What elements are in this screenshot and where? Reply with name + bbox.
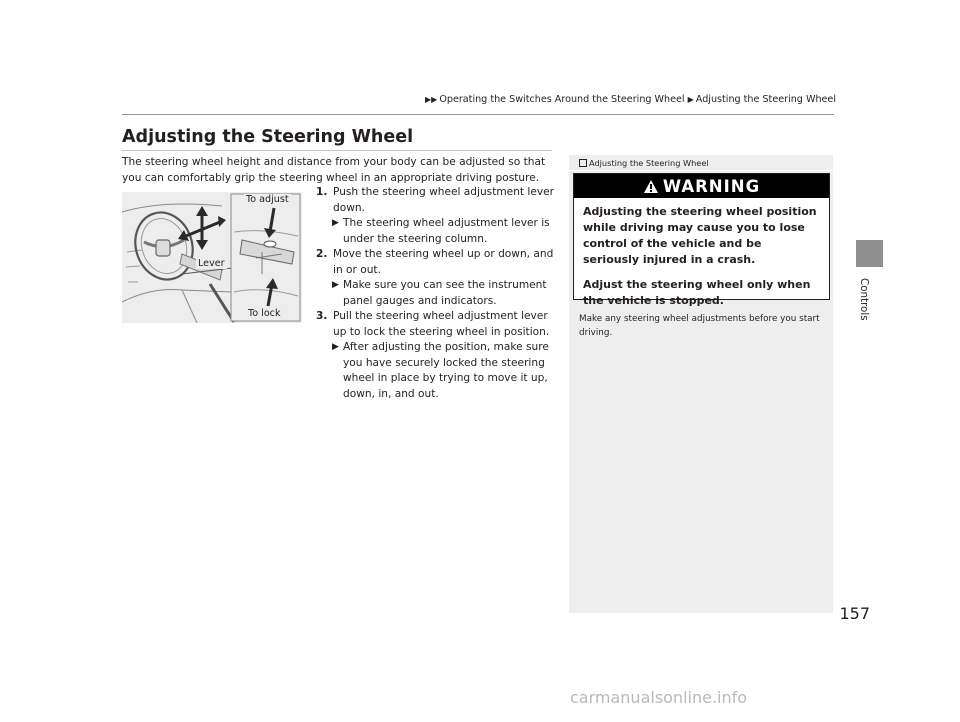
- sidebar-heading-bar: [569, 155, 833, 171]
- step-number: 2.: [316, 248, 328, 260]
- step-text: Push the steering wheel adjustment lever down.: [333, 186, 555, 214]
- step-number: 1.: [316, 186, 328, 198]
- breadcrumb-current: Adjusting the Steering Wheel: [695, 94, 836, 105]
- warning-title: WARNING: [662, 176, 761, 196]
- sidebar-heading: [579, 158, 709, 168]
- step-2-substep: [316, 278, 556, 309]
- breadcrumb-section: Operating the Switches Around the Steering Wheel: [439, 94, 685, 105]
- warning-text-2: Adjust the steering wheel only when the vehicle is stopped.: [583, 278, 811, 307]
- sidebar-note: Make any steering wheel adjustments before you start driving.: [579, 314, 820, 338]
- section-tab-marker: [856, 240, 883, 267]
- to-adjust-label: To adjust: [246, 194, 289, 205]
- reference-icon: [579, 159, 587, 167]
- section-tab-label: Controls: [858, 278, 870, 321]
- substep-text: Make sure you can see the instrument panel gauges and indicators.: [343, 279, 547, 307]
- to-lock-label: To lock: [248, 308, 281, 319]
- sidebar-heading-text: Adjusting the Steering Wheel: [589, 158, 709, 168]
- step-1: [316, 185, 556, 216]
- substep-text: The steering wheel adjustment lever is under the steering column.: [343, 217, 550, 245]
- title-divider: [122, 150, 552, 151]
- page-title: Adjusting the Steering Wheel: [122, 127, 414, 147]
- arrow-right-icon: ▶: [332, 342, 339, 352]
- warning-triangle-icon: [643, 179, 659, 194]
- step-text: Move the steering wheel up or down, and in or out.: [333, 248, 554, 276]
- header-divider: [122, 114, 834, 115]
- step-1-substep: [316, 216, 556, 247]
- breadcrumb: [416, 94, 836, 105]
- step-3: [316, 309, 556, 340]
- lever-label: Lever: [198, 258, 225, 269]
- breadcrumb-arrow-icon: ▶: [687, 95, 694, 104]
- arrow-right-icon: ▶: [332, 218, 339, 228]
- warning-box: [573, 173, 830, 307]
- step-text: Pull the steering wheel adjustment lever up to lock the steering wheel in position.: [333, 310, 550, 338]
- warning-text-1: Adjusting the steering wheel position while driving may cause you to lose control of the vehicle and be seriously injured in a crash.: [583, 205, 817, 266]
- steps-list: [316, 185, 556, 402]
- watermark: carmanualsonline.info: [570, 688, 748, 707]
- steering-wheel-illustration: [122, 192, 302, 323]
- breadcrumb-arrow-icon: ▶▶: [425, 95, 438, 104]
- arrow-right-icon: ▶: [332, 280, 339, 290]
- substep-text: After adjusting the position, make sure you have securely locked the steering wheel in place by trying to move it up, down, in, and out.: [343, 341, 549, 400]
- intro-paragraph: The steering wheel height and distance from your body can be adjusted so that you can comfortably grip the steering wheel in an appropriate driving posture.: [122, 156, 546, 184]
- step-2: [316, 247, 556, 278]
- warning-header: [574, 174, 829, 198]
- page-number: 157: [839, 604, 870, 623]
- step-3-substep: [316, 340, 556, 402]
- step-number: 3.: [316, 310, 328, 322]
- sidebar-panel: [569, 155, 833, 613]
